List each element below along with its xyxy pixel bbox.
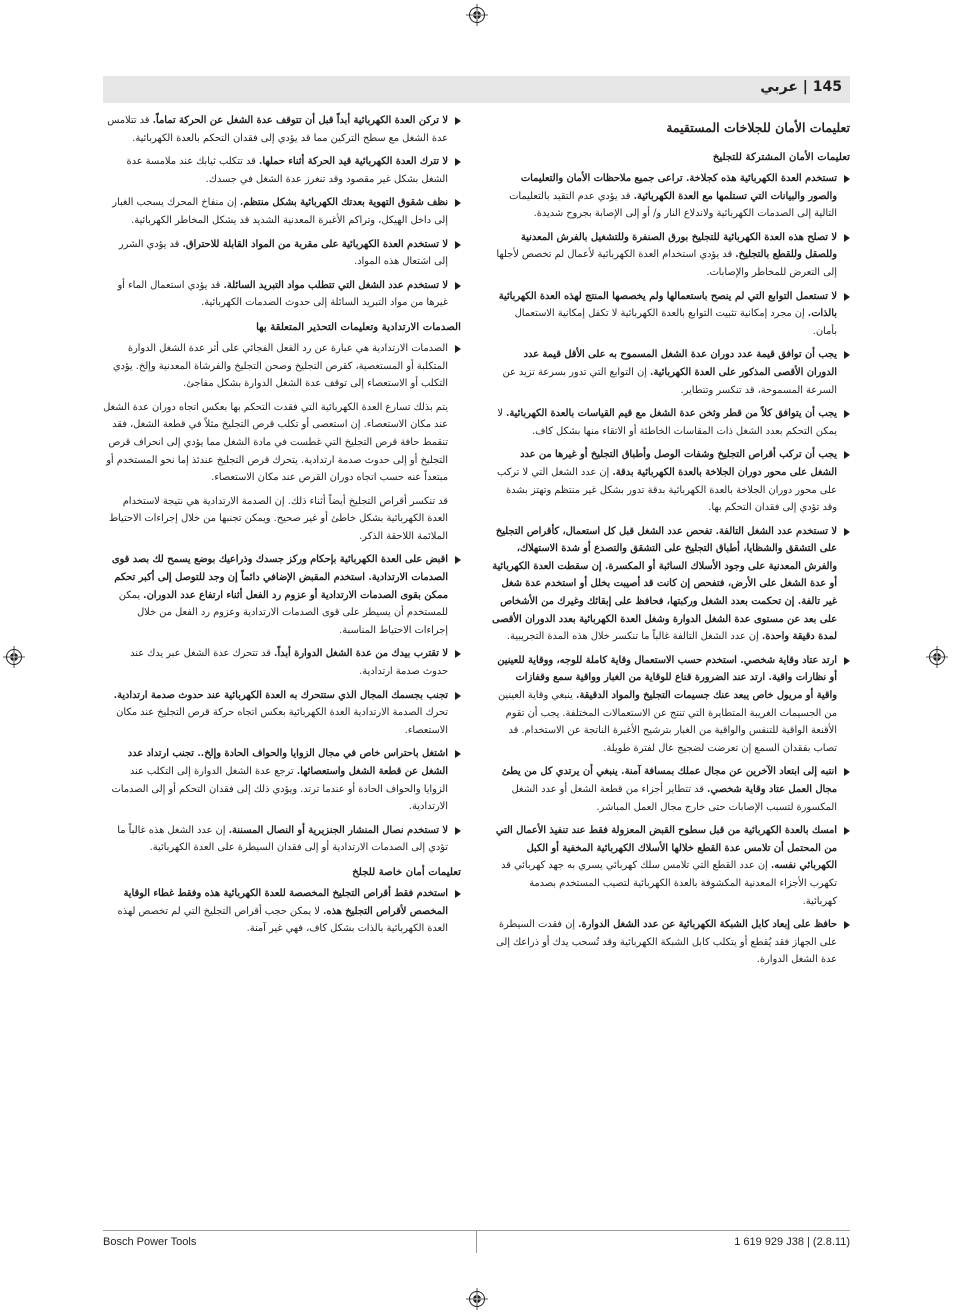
safety-item-bold: حافظ على إبعاد كابل الشبكة الكهربائية عن عدد الشغل الدوارة. xyxy=(578,919,837,931)
safety-item-text: إن عدد الشغل التالفة غالباً ما تنكسر خلال هذه المدة التجريبية. xyxy=(506,631,762,643)
bullet-triangle-icon xyxy=(455,692,461,700)
safety-item-text: إن عدد القطع التي تلامس سلك كهربائي يسري به جهد كهربائي قد تكهرب الأجزاء المعدنية المكشوفة بالعدة الكهربائية لتصيب المستخدم بصدمة كهربائية. xyxy=(501,860,837,907)
bullet-triangle-icon xyxy=(455,117,461,125)
safety-item-text: تحرك الصدمة الارتدادية العدة الكهربائية بعكس اتجاه حركة قرص التجليخ عند مكان الاستعصاء. xyxy=(116,707,448,736)
safety-item xyxy=(103,277,461,312)
bullet-triangle-icon xyxy=(844,528,850,536)
safety-item-text: لا يمكن حجب أقراص التجليخ التي لم تخصص لهذه العدة الكهربائية بالذات بشكل كاف، فهي غير آمنة. xyxy=(117,905,448,935)
left-items-kickback-list xyxy=(103,551,461,857)
bullet-triangle-icon xyxy=(844,768,850,776)
safety-item-bold: لا تستخدم عدد الشغل التي تتطلب مواد التبريد السائلة. xyxy=(223,279,448,291)
bullet-triangle-icon xyxy=(844,234,850,242)
safety-item-text: ينبغي وقاية العينين من الجسيمات الغريبة المتطايرة التي تنتج عن الاستعمالات المختلفة. يجب أن تقوم الأقنعة الواقية للتنفس والواقية من الغبار بترشيح الأغبرة الناتجة عن الاستخدام. قد تصاب بفقدان السمع إن تعرضت لضجيج عال لفترة طويلة. xyxy=(497,690,837,754)
registration-mark-bottom-icon xyxy=(466,1288,488,1310)
safety-item-bold: امسك بالعدة الكهربائية من قبل سطوح القبض المعزولة فقط عند تنفيذ الأعمال التي من المحتمل أن تلامس عدة القطع خلالها الأسلاك الكهربائية المخفية أو الكبل الكهربائي نفسه. xyxy=(495,825,837,872)
bullet-triangle-icon xyxy=(455,241,461,249)
safety-item xyxy=(103,645,461,680)
registration-mark-top-icon xyxy=(466,4,488,26)
safety-item-text: قد تتكلب ثيابك عند ملامسة عدة الشغل بشكل غير مقصود وقد تنغرز عدة الشغل في جسدك. xyxy=(126,156,448,185)
safety-item-bold: لا تقترب بيدك من عدة الشغل الدوارة أبداً. xyxy=(274,648,448,660)
safety-item xyxy=(492,346,850,399)
safety-item xyxy=(103,551,461,639)
safety-item xyxy=(492,229,850,282)
safety-item-bold: لا تصلح هذه العدة الكهربائية للتجليخ بورق الصنفرة وللتشغيل بالفرش المعدنية وللصقل وللقطع بالتجليخ. xyxy=(520,231,837,261)
bullet-triangle-icon xyxy=(455,158,461,166)
page-number-label: 145 | عربي xyxy=(760,79,842,95)
safety-item-bold: ارتد عتاد وقاية شخصي. استخدم حسب الاستعمال وقاية كاملة للوجه، ووقاية للعينين أو نظارات واقية. ارتد عند الضرورة قناع للوقاية من الغبار وواقية سمع وقفازات واقية أو مريول خاص يبعد عنك جسيمات التجليخ والمواد الدقيقة. xyxy=(497,654,837,702)
safety-item-bold: يجب أن توافق قيمة عدد دوران عدة الشغل المسموح به على الأقل قيمة عدد الدوران الأقصى المذكور على العدة الكهربائية. xyxy=(523,349,837,378)
subsection-title-kickback: الصدمات الارتدادية وتعليمات التحذير المتعلقة بها xyxy=(256,320,461,333)
safety-item-bold: لا تركن العدة الكهربائية أبداً قبل أن تتوقف عدة الشغل عن الحركة تماماً. xyxy=(152,115,448,126)
safety-item-text: ترجع عدة الشغل الدوارة إلى التكلب عند الزوايا والحواف الحادة أو عندما ترتد. ويؤدي ذلك إلى فقدان التحكم أو إلى الصدمات الارتدادية. xyxy=(111,766,448,813)
safety-item xyxy=(103,112,461,147)
safety-item-text: إن عدد الشغل التي لا تركب على محور دوران الجلاخة بالعدة الكهربائية بدقة تدور بشكل غير منتظم وتهتز بشدة وقد تؤدي إلى فقدان التحكم بها. xyxy=(496,466,837,514)
safety-item-bold: يجب أن يتوافق كلاً من قطر وثخن عدة الشغل مع قيم القياسات بالعدة الكهربائية. xyxy=(506,408,837,420)
subsection-title-common-grinding: تعليمات الأمان المشتركة للتجليخ xyxy=(712,151,850,163)
subsection-title-special: تعليمات أمان خاصة للجلخ xyxy=(352,865,461,878)
safety-item-text: قد يؤدي استعمال الماء أو غيرها من مواد التبريد السائلة إلى حدوث الصدمات الكهربائية. xyxy=(117,279,448,309)
bullet-triangle-icon xyxy=(844,410,850,418)
kickback-paragraph-2: يتم بذلك تسارع العدة الكهربائية التي فقدت التحكم بها بعكس اتجاه دوران عدة الشغل عند مكان الاستعصاء. إن استعصى أو تكلب قرص التجليخ مثلاً في قطعة الشغل، فقد تنقمط حافة قرص التجليخ التي غطست في مادة الشغل مما يؤدي إلى انحراف قرص التجليخ أو إلى حدوث صدمة ارتدادية. يتحرك قرص التجليخ عندئذ إما نحو المستخدم أو مبتعداً عنه حسب اتجاه دوران القرص عند مكان الاستعصاء. xyxy=(103,401,448,484)
left-items-top-list xyxy=(103,112,461,312)
safety-item-text: قد يؤدي عدم التقيد بالتعليمات التالية إلى الصدمات الكهربائية ولاندلاع النار و/ أو إلى الإصابة بجروح شديدة. xyxy=(509,190,837,220)
bullet-triangle-icon xyxy=(455,750,461,758)
safety-item xyxy=(492,763,850,816)
bullet-triangle-icon xyxy=(455,345,461,353)
safety-item xyxy=(492,523,850,646)
safety-item-bold: لا تستخدم العدة الكهربائية على مقربة من المواد القابلة للاحتراق. xyxy=(182,238,448,250)
section-title: تعليمات الأمان للجلاخات المستقيمة xyxy=(666,120,850,135)
bullet-triangle-icon xyxy=(844,175,850,183)
safety-item-bold: انتبه إلى ابتعاد الآخرين عن مجال عملك بمسافة آمنة. ينبغي أن يرتدي كل من يطئ مجال العمل عتاد وقاية شخصي. xyxy=(501,766,837,795)
bullet-triangle-icon xyxy=(844,451,850,459)
bullet-triangle-icon xyxy=(844,827,850,835)
kickback-intro-text: الصدمات الارتدادية هي عبارة عن رد الفعل الفجائي على أثر عدة الشغل الدوارة المتكلبة أو المستعصية، كقرص التجليخ وصحن التجليخ والفرشاة المعدنية وإلخ. يؤدي التكلب أو الاستعصاء إلى توقف عدة الشغل الدوارة بشكل مفاجئ. xyxy=(112,342,448,390)
safety-item-text: يمكن للمستخدم أن يسيطر على قوى الصدمات الارتدادية وعزوم رد الفعل من خلال إجراءات الاحتياط المناسبة. xyxy=(118,589,448,636)
bullet-triangle-icon xyxy=(844,657,850,665)
safety-item xyxy=(103,687,461,740)
kickback-intro xyxy=(103,340,461,393)
left-column xyxy=(103,112,461,944)
safety-item-bold: يجب أن تركب أقراص التجليخ وشفات الوصل وأطباق التجليخ أو غيرها من عدد الشغل على محور دوران الجلاخة بالعدة الكهربائية بدقة. xyxy=(520,449,837,478)
safety-item-text: إن فقدت السيطرة على الجهاز فقد يُقطع أو يتكلب كابل الشبكة الكهربائية وقد تُسحب يدك أو ذراعك إلى عدة الشغل الدوارة. xyxy=(496,919,837,966)
safety-item-text: قد يؤدي استخدام العدة الكهربائية لأعمال لم تخصص لأجلها إلى التعرض للمخاطر والإصابات. xyxy=(496,249,837,278)
safety-item xyxy=(103,153,461,188)
footer-doc-code: 1 619 929 J38 | (2.8.11) xyxy=(734,1236,850,1248)
safety-item-text: قد تتلامس عدة الشغل مع سطح التركين مما قد يؤدي إلى فقدان التحكم بالعدة الكهربائية. xyxy=(107,115,448,144)
safety-item-text: لا يمكن التحكم بعدد الشغل ذات المقاسات الخاطئة أو الاتقاء منها بشكل كاف. xyxy=(497,408,837,437)
safety-item-bold: نظف شقوق التهوية بعدتك الكهربائية بشكل منتظم. xyxy=(239,197,448,209)
safety-item-bold: لا تستخدم نصال المنشار الجنزيرية أو النصال المسننة. xyxy=(228,824,448,836)
footer-brand: Bosch Power Tools xyxy=(103,1236,197,1248)
registration-mark-right-icon xyxy=(926,646,948,668)
safety-item xyxy=(492,652,850,758)
safety-item-text: إن التوابع التي تدور بسرعة تزيد عن السرعة المسموحة، قد تنكسر وتتطاير. xyxy=(502,366,837,396)
safety-item-text: إن مجرد إمكانية تثبيت التوابع بالعدة الكهربائية لا تكفل إمكانية الاستعمال بأمان. xyxy=(514,308,837,337)
registration-mark-left-icon xyxy=(3,646,25,668)
safety-item-bold: لا تستعمل التوابع التي لم ينصح باستعمالها ولم يخصصها المنتج لهذه العدة الكهربائية بالذات. xyxy=(498,290,837,320)
safety-item-bold: اقبض على العدة الكهربائية بإحكام وركز جسدك وذراعيك بوضع يسمح لك بصد قوى الصدمات الارتدادية. استخدم المقبض الإضافي دائماً إن وجد للتوصل إلى أكبر تحكم ممكن بقوى الصدمات الارتدادية أو عزوم رد الفعل أثناء ارتفاع عدد الدوران. xyxy=(111,554,448,601)
left-items-special-list xyxy=(103,885,461,938)
page-header xyxy=(103,76,850,103)
bullet-triangle-icon xyxy=(455,827,461,835)
safety-item-bold: لا تستخدم عدد الشغل التالفة. تفحص عدد الشغل قبل كل استعمال، كأقراص التجليخ على التشقق والشظايا، أطباق التجليخ على التشقق والتصدع أو شدة الاستهلاك، والفرش المعدنية على وجود الأسلاك السائبة أو المكسرة. إن سقطت العدة الكهربائية أو عدة الشغل على الأرض، فتفحص إن كانت قد أصيبت بخلل أو استخدم عدة شغل غير تالفة. إن تحكمت بعدد الشغل وركبتها، فحافظ على إبقائك وغيرك من الأشخاص على بعد عن مستوى عدة الشغل الدوارة وشغل العدة الكهربائية بعدد الدوران الأقصى لمدة دقيقة واحدة. xyxy=(492,525,837,643)
safety-item xyxy=(492,405,850,440)
right-column xyxy=(492,112,850,975)
bullet-triangle-icon xyxy=(455,890,461,898)
bullet-triangle-icon xyxy=(844,921,850,929)
bullet-triangle-icon xyxy=(455,650,461,658)
safety-item xyxy=(103,822,461,857)
bullet-triangle-icon xyxy=(455,199,461,207)
safety-item-text: قد يؤدي الشرر إلى اشتعال هذه المواد. xyxy=(118,238,448,268)
safety-item xyxy=(103,885,461,938)
safety-item-bold: تجنب بجسمك المجال الذي ستتحرك به العدة الكهربائية عند حدوث صدمة ارتدادية. xyxy=(113,689,448,701)
safety-item-bold: تستخدم العدة الكهربائية هذه كجلاخة. تراعى جميع ملاحظات الأمان والتعليمات والصور والبيانات التي تستلمها مع العدة الكهربائية. xyxy=(520,173,837,202)
footer-separator xyxy=(476,1231,477,1253)
safety-item xyxy=(492,170,850,223)
safety-item-bold: اشتغل باحتراس خاص في مجال الزوايا والحواف الحادة وإلخ.. تجنب ارتداد عدد الشغل عن قطعة الشغل واستعصائها. xyxy=(127,748,448,777)
safety-item xyxy=(492,822,850,910)
safety-item xyxy=(492,288,850,341)
safety-item xyxy=(492,916,850,969)
safety-item xyxy=(103,745,461,815)
safety-item-text: إن عدد الشغل هذه غالباً ما تؤدي إلى الصدمات الارتدادية أو إلى فقدان السيطرة على العدة الكهربائية. xyxy=(117,824,448,854)
bullet-triangle-icon xyxy=(455,556,461,564)
safety-item-text: قد تتحرك عدة الشغل عبر يدك عند حدوث صدمة ارتدادية. xyxy=(130,648,448,678)
kickback-paragraph-3: قد تنكسر أقراص التجليخ أيضاً أثناء ذلك. إن الصدمة الارتدادية هي نتيجة لاستخدام العدة الكهربائية بشكل خاطئ أو غير صحيح. ويمكن تجنبها من خلال إجراءات الاحتياط الملائمة اللاحقة الذكر. xyxy=(109,495,448,542)
safety-item xyxy=(103,236,461,271)
safety-item-bold: لا تترك العدة الكهربائية قيد الحركة أثناء حملها. xyxy=(258,156,448,168)
bullet-triangle-icon xyxy=(844,293,850,301)
safety-item xyxy=(492,446,850,516)
safety-item-text: قد تتطاير أجزاء من قطعة الشغل أو عدد الشغل المكسورة لتسبب الإصابات حتى خارج مجال العمل المباشر. xyxy=(511,784,837,813)
safety-item-text: إن منفاخ المحرك يسحب الغبار إلى داخل الهيكل، وتراكم الأغبرة المعدنية الشديد قد يشكل المخاطر الكهربائية. xyxy=(112,197,448,226)
right-items-list xyxy=(492,170,850,969)
safety-item xyxy=(103,194,461,229)
bullet-triangle-icon xyxy=(455,282,461,290)
safety-item-bold: استخدم فقط أقراص التجليخ المخصصة للعدة الكهربائية هذه وفقط غطاء الوقاية المخصص لأقراص التجليخ هذه. xyxy=(123,887,448,917)
bullet-triangle-icon xyxy=(844,351,850,359)
